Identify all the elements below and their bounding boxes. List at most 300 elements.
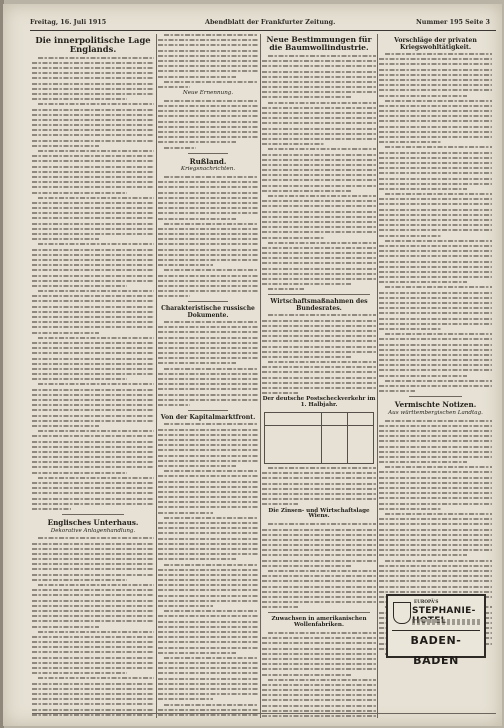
text-line (32, 62, 154, 64)
text-line (262, 694, 376, 696)
text-line (32, 651, 154, 653)
text-line (32, 285, 127, 287)
text-line (158, 465, 236, 467)
article-body (158, 321, 258, 406)
text-line (32, 129, 154, 131)
text-line (32, 605, 154, 607)
text-line (158, 683, 258, 685)
text-line (158, 233, 258, 235)
text-line (164, 223, 258, 225)
text-line (379, 312, 492, 314)
text-line (32, 425, 99, 427)
text-line (158, 86, 190, 88)
text-line (164, 81, 258, 83)
text-line (158, 532, 258, 534)
text-line (379, 549, 492, 551)
text-line (262, 586, 376, 588)
text-line (158, 527, 258, 529)
text-line (158, 399, 258, 401)
text-line (32, 503, 154, 505)
text-line (32, 223, 154, 225)
text-line (379, 89, 492, 91)
text-line (262, 472, 376, 474)
text-line (158, 264, 213, 266)
text-line (38, 57, 154, 59)
text-line (262, 273, 376, 275)
divider (268, 294, 370, 295)
text-line (32, 543, 154, 545)
text-line (38, 197, 154, 199)
text-line (164, 517, 258, 519)
text-line (32, 610, 154, 612)
text-line (158, 126, 258, 128)
text-line (32, 672, 127, 674)
divider (62, 514, 124, 515)
text-line (262, 237, 325, 239)
text-line (379, 534, 492, 536)
column-divider (260, 34, 261, 718)
text-line (158, 698, 213, 700)
text-line (385, 193, 492, 195)
text-line (158, 553, 258, 555)
text-line (158, 60, 258, 62)
text-line (38, 584, 154, 586)
text-line (262, 60, 376, 62)
text-line (268, 102, 376, 104)
text-line (158, 522, 258, 524)
text-line (158, 342, 258, 344)
text-line (32, 594, 154, 596)
text-line (158, 662, 258, 664)
text-line (158, 574, 258, 576)
text-line (32, 300, 154, 302)
text-line (32, 456, 154, 458)
text-line (32, 72, 154, 74)
text-line (262, 549, 376, 551)
text-line (164, 657, 258, 659)
text-line (32, 316, 154, 318)
text-line (32, 589, 154, 591)
text-line (32, 714, 154, 716)
text-line (262, 580, 376, 582)
text-line (379, 188, 467, 190)
text-line (379, 219, 492, 221)
text-line (32, 192, 127, 194)
text-line (262, 128, 376, 130)
section-subheading: Die Zinsen- und Wirtschaftslage Wiens. (268, 507, 370, 520)
text-line (164, 176, 258, 178)
text-line (158, 186, 258, 188)
text-line (158, 394, 258, 396)
divider (188, 410, 228, 411)
statistics-table (264, 412, 374, 464)
text-line (32, 275, 154, 277)
text-line (32, 83, 154, 85)
text-line (268, 523, 376, 525)
text-line (379, 276, 492, 278)
text-line (158, 631, 258, 633)
text-line (32, 358, 154, 360)
text-line (158, 626, 258, 628)
text-line (379, 302, 492, 304)
text-line (379, 152, 492, 154)
text-line (379, 354, 492, 356)
text-line (158, 290, 258, 292)
text-line (32, 636, 154, 638)
text-line (32, 472, 127, 474)
text-line (32, 703, 154, 705)
text-line (32, 186, 154, 188)
text-line (262, 86, 376, 88)
text-line (32, 67, 154, 69)
text-line (379, 440, 492, 442)
text-line (158, 429, 258, 431)
text-line (262, 71, 376, 73)
text-line (158, 543, 258, 545)
text-line (32, 326, 154, 328)
text-line (158, 275, 258, 277)
text-line (32, 155, 154, 157)
text-line (158, 636, 258, 638)
text-line (164, 368, 258, 370)
text-line (158, 558, 236, 560)
text-line (158, 481, 258, 483)
text-line (32, 259, 154, 261)
text-line (262, 565, 351, 567)
text-line (32, 389, 154, 391)
section-subheading: Zuwachsen in amerikanischen Wollenfabriken. (271, 616, 367, 629)
text-line (379, 456, 492, 458)
text-line (32, 217, 154, 219)
text-line (158, 280, 258, 282)
text-line (32, 181, 154, 183)
text-line (268, 679, 376, 681)
text-line (379, 58, 492, 60)
text-line (158, 439, 258, 441)
text-line (32, 233, 154, 235)
text-line (379, 172, 492, 174)
text-line (158, 357, 258, 359)
text-line (32, 202, 154, 204)
text-line (158, 449, 258, 451)
text-line (262, 143, 325, 145)
text-line (262, 377, 376, 379)
text-line (32, 553, 154, 555)
text-line (32, 160, 154, 162)
text-line (32, 451, 154, 453)
text-line (262, 642, 376, 644)
text-line (32, 212, 154, 214)
text-line (164, 147, 196, 149)
divider (268, 612, 370, 613)
article-headline: Vorschläge der privaten Kriegswohltätigkeit. (394, 37, 477, 51)
text-line (158, 105, 258, 107)
text-line (262, 371, 376, 373)
text-line (379, 529, 492, 531)
section-heading: Charakteristische russische Dokumente. (161, 305, 255, 319)
text-line (262, 591, 376, 593)
text-line (379, 497, 492, 499)
text-line (379, 385, 492, 387)
text-line (262, 138, 376, 140)
column-2 (158, 34, 258, 718)
text-line (262, 387, 376, 389)
divider (188, 153, 228, 154)
section-subheading: Der deutsche Postscheckverkehr im 1. Halbjahr. (262, 396, 376, 409)
ad-city: BADEN-BADEN (392, 630, 480, 649)
text-line (268, 570, 376, 572)
article-body (262, 523, 376, 608)
text-line (262, 498, 376, 500)
text-line (32, 579, 127, 581)
text-line (379, 183, 492, 185)
text-line (262, 668, 376, 670)
section-subheading: Aus württembergischen Landtag. (388, 409, 483, 416)
text-line (158, 709, 258, 711)
text-line (158, 373, 258, 375)
text-line (158, 383, 258, 385)
text-line (379, 245, 492, 247)
text-line (262, 185, 376, 187)
text-line (32, 399, 154, 401)
ad-hotel-name: STEPHANIE- (412, 606, 476, 616)
text-line (164, 564, 258, 566)
text-line (158, 181, 258, 183)
text-line (32, 667, 154, 669)
text-line (379, 110, 492, 112)
text-line (32, 558, 154, 560)
text-line (262, 503, 298, 505)
text-line (32, 311, 154, 313)
text-line (158, 362, 236, 364)
text-line (262, 200, 376, 202)
article-body (262, 314, 376, 394)
text-line (262, 705, 376, 707)
text-line (164, 269, 258, 271)
text-line (262, 262, 376, 264)
text-line (262, 174, 376, 176)
text-line (262, 231, 376, 233)
text-line (158, 548, 258, 550)
text-line (262, 483, 376, 485)
text-line (379, 84, 492, 86)
text-line (158, 667, 258, 669)
text-line (379, 95, 467, 97)
text-line (379, 544, 492, 546)
text-line (158, 121, 258, 123)
text-line (262, 226, 376, 228)
text-line (379, 461, 467, 463)
text-line (158, 512, 213, 514)
text-line (379, 580, 492, 582)
column-1 (32, 34, 154, 718)
hotel-advertisement (386, 594, 486, 667)
text-line (32, 332, 99, 334)
text-line (379, 250, 492, 252)
text-line (262, 122, 376, 124)
text-line (379, 503, 492, 505)
text-line (158, 688, 258, 690)
text-line (379, 390, 415, 392)
text-line (158, 70, 258, 72)
text-line (262, 699, 376, 701)
text-line (379, 162, 492, 164)
text-line (262, 653, 376, 655)
text-line (379, 451, 492, 453)
article-body (32, 57, 154, 510)
text-line (32, 709, 154, 711)
text-line (32, 88, 154, 90)
text-line (158, 243, 258, 245)
text-line (158, 65, 258, 67)
text-line (32, 662, 154, 664)
text-line (158, 249, 258, 251)
text-line (158, 136, 258, 138)
text-line (262, 689, 376, 691)
text-line (158, 115, 258, 117)
text-line (38, 477, 154, 479)
text-line (158, 501, 258, 503)
text-line (262, 648, 376, 650)
text-line (158, 491, 258, 493)
text-line (379, 69, 492, 71)
text-line (158, 192, 258, 194)
text-line (32, 620, 154, 622)
text-line (379, 539, 492, 541)
text-line (379, 323, 492, 325)
text-line (32, 124, 154, 126)
text-line (385, 146, 492, 148)
text-line (158, 589, 258, 591)
text-line (32, 600, 154, 602)
text-line (379, 120, 492, 122)
text-line (158, 444, 258, 446)
text-line (32, 404, 154, 406)
column-divider (156, 34, 157, 718)
text-line (262, 164, 376, 166)
text-line (379, 229, 492, 231)
text-line (32, 461, 154, 463)
text-line (158, 212, 258, 214)
text-line (268, 55, 376, 57)
text-line (379, 318, 492, 320)
text-line (32, 508, 71, 510)
section-subheading: Dekorative Anlagenhandlung. (50, 527, 136, 534)
text-line (38, 290, 154, 292)
text-line (262, 366, 376, 368)
article-body (262, 467, 376, 505)
text-line (379, 425, 492, 427)
text-line (158, 460, 258, 462)
text-line (164, 100, 258, 102)
divider (188, 301, 228, 302)
text-line (385, 286, 492, 288)
text-line (32, 119, 154, 121)
text-line (32, 342, 154, 344)
text-line (262, 340, 376, 342)
text-line (379, 297, 492, 299)
text-line (262, 710, 376, 712)
text-line (158, 295, 190, 297)
text-line (32, 646, 154, 648)
text-line (262, 169, 376, 171)
text-line (262, 493, 376, 495)
text-line (262, 477, 376, 479)
article-headline: Neue Bestimmungen für die Baumwollindustrie. (266, 35, 372, 52)
text-line (262, 133, 376, 135)
text-line (32, 446, 154, 448)
text-line (32, 487, 154, 489)
text-line (262, 252, 376, 254)
text-line (379, 105, 492, 107)
text-line (262, 257, 376, 259)
text-line (262, 554, 376, 556)
text-line (38, 103, 154, 105)
section-heading: Englisches Unterhaus. (47, 517, 139, 527)
text-line (262, 663, 376, 665)
article-body (158, 176, 258, 297)
text-line (262, 91, 376, 93)
text-line (268, 148, 376, 150)
text-line (268, 314, 376, 316)
text-line (379, 364, 492, 366)
text-line (158, 600, 258, 602)
text-line (158, 388, 258, 390)
text-line (262, 575, 376, 577)
text-line (32, 657, 154, 659)
text-line (385, 100, 492, 102)
text-line (379, 508, 441, 510)
text-line (262, 221, 376, 223)
text-line (164, 704, 258, 706)
text-line (379, 63, 492, 65)
text-line (262, 205, 376, 207)
text-line (158, 378, 258, 380)
text-line (38, 677, 154, 679)
text-line (158, 337, 258, 339)
text-line (158, 55, 258, 57)
text-line (262, 674, 351, 676)
text-line (32, 306, 154, 308)
text-line (379, 446, 492, 448)
text-line (32, 415, 154, 417)
text-line (158, 652, 236, 654)
text-line (158, 44, 258, 46)
text-line (379, 482, 492, 484)
text-line (158, 569, 258, 571)
text-line (158, 714, 258, 716)
text-line (262, 392, 298, 394)
text-line (158, 197, 258, 199)
text-line (379, 224, 492, 226)
text-line (262, 283, 351, 285)
text-line (158, 693, 258, 695)
text-line (32, 641, 154, 643)
text-line (32, 347, 154, 349)
text-line (32, 352, 154, 354)
section-heading: Rußland. (189, 156, 227, 166)
text-line (32, 563, 154, 565)
text-line (379, 430, 492, 432)
text-line (32, 626, 99, 628)
text-line (158, 506, 258, 508)
text-line (262, 560, 376, 562)
text-line (262, 658, 376, 660)
text-line (32, 698, 154, 700)
text-line (379, 281, 467, 283)
text-line (379, 349, 492, 351)
text-line (268, 288, 304, 290)
